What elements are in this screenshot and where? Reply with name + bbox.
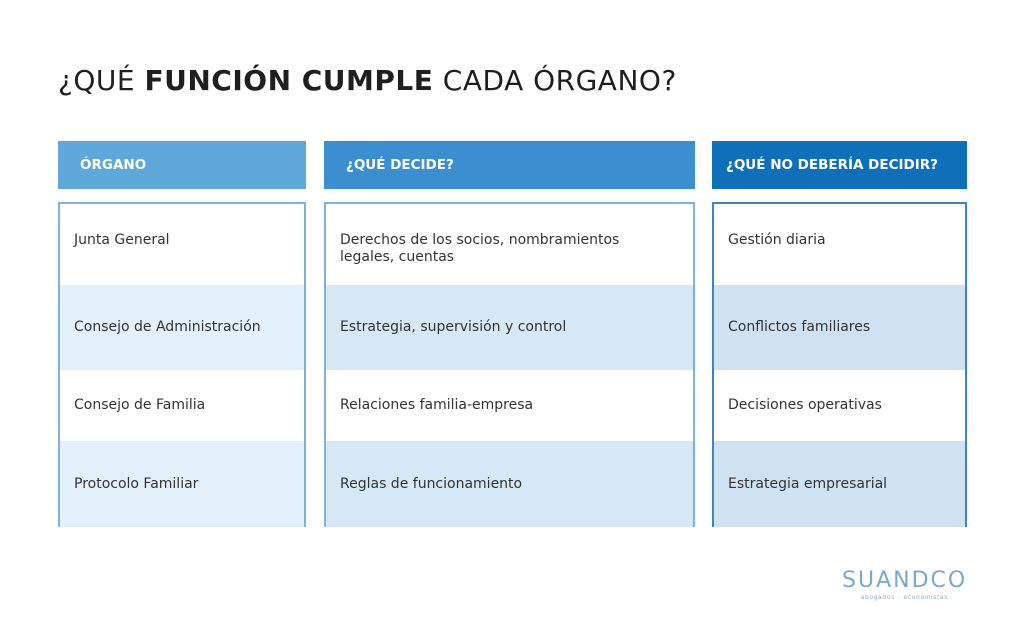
table-cell: [326, 285, 693, 370]
cell-text: Junta General: [74, 232, 170, 248]
page-title: [58, 64, 677, 97]
cell-text: Relaciones familia-empresa: [340, 397, 534, 413]
logo-tagline: abogados · economistas: [860, 595, 949, 601]
table-cell: [326, 441, 693, 527]
cell-text: Consejo de Administración: [74, 319, 261, 335]
column-header-que-no-deberia-decidir: [712, 141, 967, 189]
table-cell: [60, 285, 304, 370]
table-cell: [714, 285, 965, 370]
column-body-que-decide: [324, 202, 695, 527]
cell-text: Reglas de funcionamiento: [340, 476, 523, 492]
column-body-organo: [58, 202, 306, 527]
table-cell: [714, 370, 965, 441]
cell-text: Estrategia empresarial: [728, 476, 888, 492]
column-header-que-decide: [324, 141, 695, 189]
cell-text: Gestión diaria: [728, 232, 826, 248]
cell-text: Conflictos familiares: [728, 319, 871, 335]
column-header-label: ÓRGANO: [80, 157, 147, 173]
table-cell: [326, 370, 693, 441]
cell-text: Consejo de Familia: [74, 397, 206, 413]
title-suffix: CADA ÓRGANO?: [433, 64, 677, 97]
column-body-que-no-deberia-decidir: [712, 202, 967, 527]
title-bold: FUNCIÓN CUMPLE: [144, 64, 434, 97]
suandco-logo: [842, 568, 967, 601]
table-cell: [714, 441, 965, 527]
table-cell: [60, 204, 304, 285]
column-header-label: ¿QUÉ DECIDE?: [346, 157, 454, 173]
table-cell: [60, 441, 304, 527]
title-prefix: ¿QUÉ: [58, 64, 145, 97]
column-header-label: ¿QUÉ NO DEBERÍA DECIDIR?: [726, 157, 938, 173]
cell-text: Derechos de los socios, nombramientos legales, cuentas: [340, 232, 620, 265]
logo-name: SUANDCO: [842, 568, 968, 593]
cell-text: Decisiones operativas: [728, 397, 882, 413]
table-cell: [326, 204, 693, 285]
cell-text: Estrategia, supervisión y control: [340, 319, 567, 335]
table-cell: [60, 370, 304, 441]
cell-text: Protocolo Familiar: [74, 476, 199, 492]
column-header-organo: [58, 141, 306, 189]
table-cell: [714, 204, 965, 285]
